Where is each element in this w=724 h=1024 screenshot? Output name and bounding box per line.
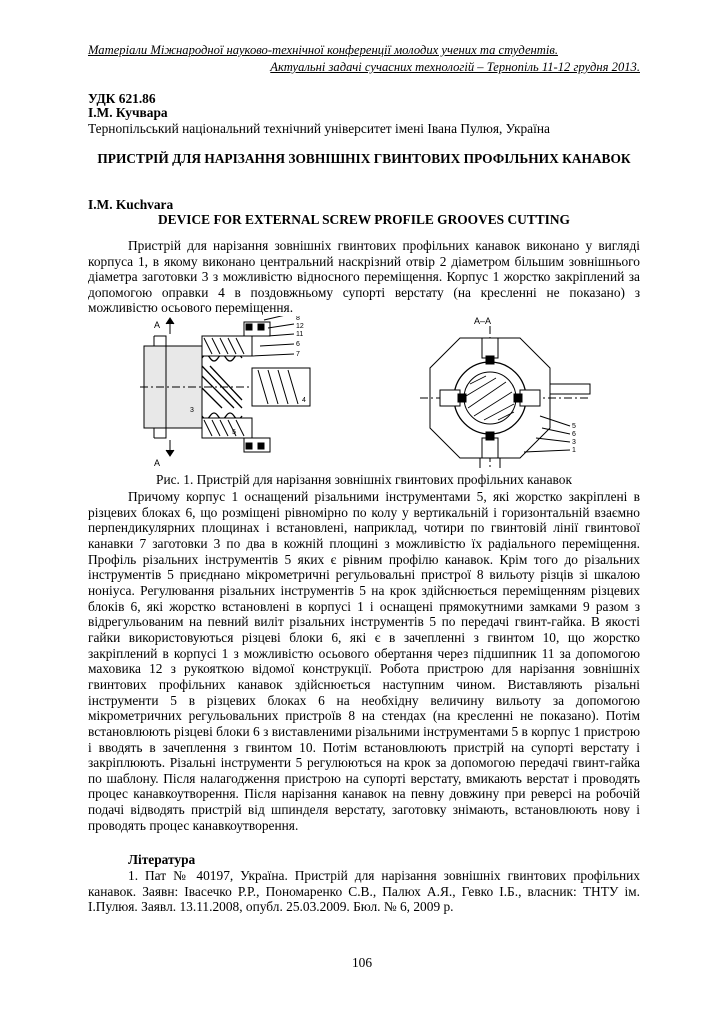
longitudinal-section-view — [140, 316, 310, 456]
svg-text:7: 7 — [296, 351, 300, 358]
affiliation: Тернопільський національний технічний університет імені Івана Пулюя, Україна — [88, 121, 550, 136]
svg-text:11: 11 — [296, 331, 304, 338]
figure-device-drawing — [140, 316, 600, 470]
body-paragraph-1: Пристрій для нарізання зовнішніх гвинтових профільних канавок виконано у вигляді корпуса 1, в якому виконано центральний наскрізний отвір 2 діаметром більшим зовнішнього діаметра заготовки 3 з можливістю відносного переміщення. Корпус 1 жорстко закріплений за допомогою оправки 4 в поздовжньому супорті верстату (на кресленні не показано) з можливістю осьового переміщення. — [88, 238, 640, 316]
callout-numbers-right — [572, 423, 576, 454]
section-title-aa: А–А — [474, 316, 492, 326]
svg-text:12: 12 — [296, 323, 304, 330]
figure-caption: Рис. 1. Пристрій для нарізання зовнішніх гвинтових профільних канавок — [156, 472, 572, 487]
section-mark-a-top: А — [154, 320, 161, 330]
svg-text:3: 3 — [190, 407, 194, 414]
author-en: I.M. Kuchvara — [88, 197, 174, 212]
svg-text:5: 5 — [232, 429, 236, 436]
svg-text:5: 5 — [572, 423, 576, 430]
svg-text:6: 6 — [572, 431, 576, 438]
svg-text:3: 3 — [572, 439, 576, 446]
svg-text:1: 1 — [572, 447, 576, 454]
svg-text:6: 6 — [296, 341, 300, 348]
body-paragraph-2: Причому корпус 1 оснащений різальними інструментами 5, які жорстко закріплені в різцевих блоках 6, що розміщені рівномірно по колу у вертикальній і горизонтальній взаємно перпендикулярних площинах і встановлені, наприклад, чотири по гвинтовій лінії гвинтової канавки 7 заготовки 3 по два в кожній площині з можливістю їх радіального переміщення. Профіль різальних інструментів 5 яких є рівним профілю канавок. Крім того до різальних інструментів 5 приєднано мікрометричні регульовальні пристрої 8 вильоту різців зі шкалою ноніуса. Регулювання різальних інструментів 5 на крок здійснюється переміщенням різцевих блоків 6, які жорстко встановлені в корпусі 1 і оснащені прямокутними замками 9 разом з відрегульованим на певний виліт різальних інструментів 5 по передачі гвинт-гайка. В якості гайки використовуються різцеві блоки 6, які є в зачепленні з гвинтом 10, що жорстко закріплений в корпусі 1 з можливістю осьового обертання через підшипник 11 за допомогою маховика 12 з рукояткою відомої конструкції. Робота пристрою для нарізання зовнішніх гвинтових профільних канавок здійснюється наступним чином. Виставляють різальні інструменти 5 в різцевих блоках 6 на необхідну величину вильоту за допомогою мікрометричних регульовальних пристроїв 8 на стендах (на кресленні не показано). Потім встановлюють різцеві блоки 6 з виставленими різальними інструментами 5 в корпус 1 пристрою і вводять в зачеплення з гвинтом 10. Потім встановлюють пристрій на супорті верстату і закріплюють. Різальні інструменти 5 регулюються на крок за допомогою передачі гвинт-гайка по шаблону. Після налагодження пристрою на супорті верстату, вмикають верстат і проводять процес канавкоутворення. Після нарізання канавок на певну довжину при реверсі на робочій подачі відводять пристрій від шпинделя верстату, заготовку знімають, встановлюють нову і проводять процес канавкоутворення. — [88, 489, 641, 833]
author-ua: І.М. Кучвара — [88, 105, 168, 120]
paper-title-en: DEVICE FOR EXTERNAL SCREW PROFILE GROOVES CUTTING — [158, 212, 570, 227]
svg-text:4: 4 — [302, 397, 306, 404]
running-header-event: Актуальні задачі сучасних технологій – Тернопіль 11-12 грудня 2013. — [270, 60, 640, 74]
references-heading: Література — [128, 852, 196, 867]
svg-text:8: 8 — [296, 316, 300, 322]
running-header-conference: Матеріали Міжнародної науково-технічної конференції молодих учених та студентів. — [88, 43, 559, 57]
reference-item-1: 1. Пат № 40197, Україна. Пристрій для нарізання зовнішніх гвинтових профільних канавок. Заявн: Івасечко Р.Р., Пономаренко С.В., Палюх А.Я., Гевко І.Б., власник: ТНТУ ім. І.Пулюя. Заявл. 13.11.2008, опубл. 25.03.2009. Бюл. № 6, 2009 р. — [88, 868, 640, 915]
cross-section-view — [420, 326, 590, 468]
udk-code: УДК 621.86 — [88, 91, 156, 106]
page-number: 106 — [351, 955, 373, 970]
section-mark-a-bottom: А — [154, 458, 161, 468]
paper-title-ua: ПРИСТРІЙ ДЛЯ НАРІЗАННЯ ЗОВНІШНІХ ГВИНТОВИХ ПРОФІЛЬНИХ КАНАВОК — [97, 151, 631, 166]
